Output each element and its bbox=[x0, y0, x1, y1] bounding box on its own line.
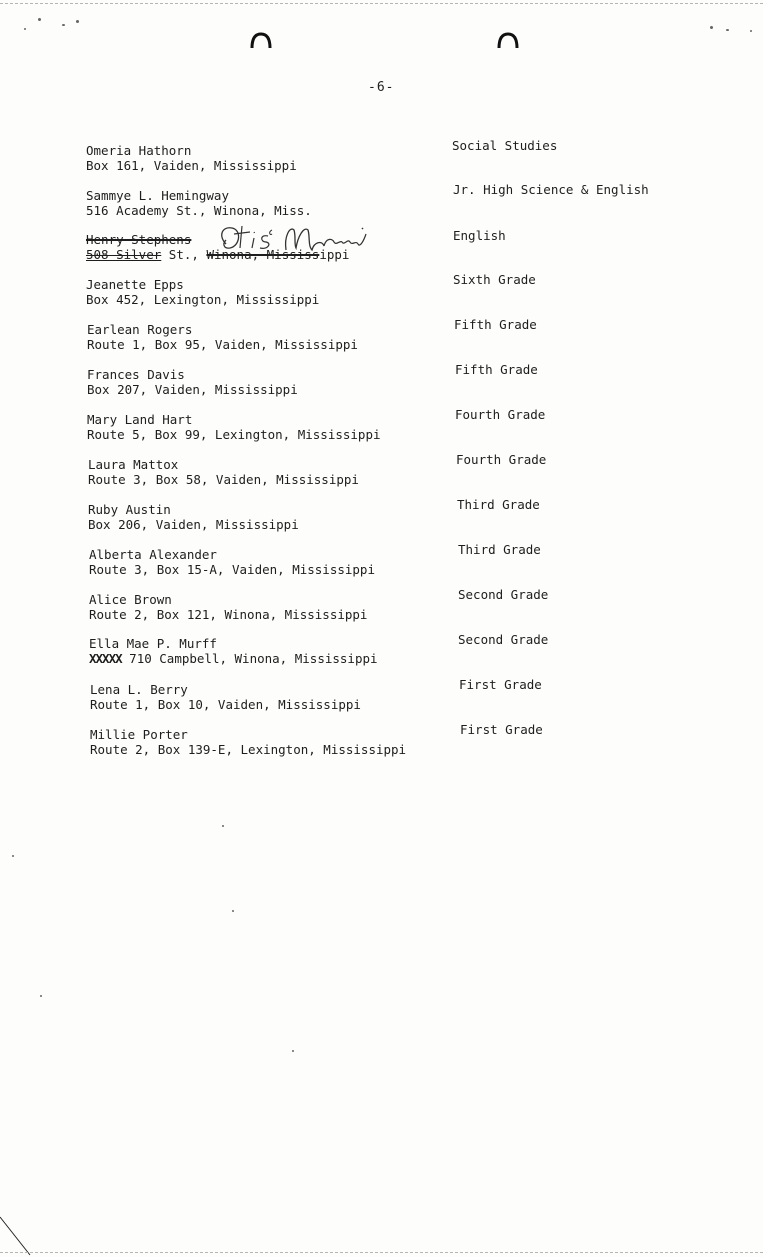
page-corner-mark bbox=[0, 1215, 40, 1257]
staff-address: Box 452, Lexington, Mississippi bbox=[86, 292, 320, 307]
staff-name: Alice Brown bbox=[89, 592, 172, 607]
staff-name: Earlean Rogers bbox=[87, 322, 193, 337]
staff-name: Ruby Austin bbox=[88, 502, 171, 517]
staff-entry bbox=[89, 547, 375, 577]
page-number: -6- bbox=[368, 80, 395, 95]
staff-entry bbox=[87, 367, 298, 397]
staff-name: Millie Porter bbox=[90, 727, 188, 742]
staff-subject: Third Grade bbox=[458, 542, 541, 557]
speck bbox=[62, 24, 65, 26]
staff-entry bbox=[90, 682, 361, 712]
staff-address: Route 3, Box 15-A, Vaiden, Mississippi bbox=[89, 562, 375, 577]
staff-address: 508 Silver St., Winona, Mississippi bbox=[86, 247, 350, 262]
staff-subject: Sixth Grade bbox=[453, 272, 536, 287]
staff-name: Mary Land Hart bbox=[87, 412, 193, 427]
staff-address: Route 1, Box 10, Vaiden, Mississippi bbox=[90, 697, 361, 712]
speck bbox=[222, 825, 224, 827]
staff-address: Box 206, Vaiden, Mississippi bbox=[88, 517, 299, 532]
typed-over-text: XXXXX bbox=[89, 651, 122, 666]
staff-address: Route 3, Box 58, Vaiden, Mississippi bbox=[88, 472, 359, 487]
struck-address: 508 Silver bbox=[86, 247, 162, 262]
staff-address: Route 2, Box 121, Winona, Mississippi bbox=[89, 607, 368, 622]
speck bbox=[710, 26, 713, 29]
staff-subject: First Grade bbox=[459, 677, 542, 692]
staff-entry bbox=[90, 727, 406, 757]
staff-subject: Third Grade bbox=[457, 497, 540, 512]
speck bbox=[12, 855, 14, 857]
staff-subject: Fifth Grade bbox=[454, 317, 537, 332]
staff-address: Box 207, Vaiden, Mississippi bbox=[87, 382, 298, 397]
staff-name: Ella Mae P. Murff bbox=[89, 636, 217, 651]
staff-subject: Second Grade bbox=[458, 632, 549, 647]
staff-entry bbox=[87, 412, 381, 442]
staff-subject: Fourth Grade bbox=[455, 407, 546, 422]
staff-subject: Fifth Grade bbox=[455, 362, 538, 377]
staff-entry bbox=[88, 457, 359, 487]
speck bbox=[40, 995, 42, 997]
staff-name: Omeria Hathorn bbox=[86, 143, 192, 158]
staff-address: XXXXX 710 Campbell, Winona, Mississippi bbox=[89, 651, 378, 666]
staff-subject: Jr. High Science & English bbox=[453, 182, 649, 197]
staff-subject: Social Studies bbox=[452, 138, 558, 153]
speck bbox=[750, 30, 752, 32]
top-perforation bbox=[0, 3, 763, 4]
staff-entry bbox=[87, 322, 358, 352]
speck bbox=[76, 20, 79, 23]
staff-entry bbox=[86, 143, 297, 173]
binder-hole-icon bbox=[249, 30, 273, 54]
struck-city: Winona, Mississ bbox=[206, 247, 320, 262]
staff-name: Sammye L. Hemingway bbox=[86, 188, 229, 203]
speck bbox=[38, 18, 41, 21]
staff-entry bbox=[88, 502, 299, 532]
struck-name: Henry Stephens bbox=[86, 232, 192, 247]
speck bbox=[726, 29, 729, 31]
staff-subject: Second Grade bbox=[458, 587, 549, 602]
bottom-perforation bbox=[0, 1252, 763, 1253]
handwritten-signature bbox=[212, 222, 372, 258]
staff-name: Frances Davis bbox=[87, 367, 185, 382]
speck bbox=[24, 28, 26, 30]
binder-hole-icon bbox=[496, 30, 520, 54]
staff-subject: English bbox=[453, 228, 506, 243]
speck bbox=[292, 1050, 294, 1052]
staff-name: Jeanette Epps bbox=[86, 277, 184, 292]
staff-subject: First Grade bbox=[460, 722, 543, 737]
staff-address: Route 2, Box 139-E, Lexington, Mississippi bbox=[90, 742, 407, 757]
speck bbox=[232, 910, 234, 912]
staff-address: 516 Academy St., Winona, Miss. bbox=[86, 203, 312, 218]
staff-entry bbox=[89, 636, 378, 666]
staff-name: Alberta Alexander bbox=[89, 547, 217, 562]
staff-entry bbox=[86, 188, 312, 218]
staff-address: Box 161, Vaiden, Mississippi bbox=[86, 158, 297, 173]
staff-address: Route 1, Box 95, Vaiden, Mississippi bbox=[87, 337, 358, 352]
staff-name: Lena L. Berry bbox=[90, 682, 188, 697]
staff-name: Laura Mattox bbox=[88, 457, 179, 472]
staff-address: Route 5, Box 99, Lexington, Mississippi bbox=[87, 427, 381, 442]
staff-subject: Fourth Grade bbox=[456, 452, 547, 467]
staff-entry bbox=[86, 277, 319, 307]
staff-entry bbox=[89, 592, 367, 622]
